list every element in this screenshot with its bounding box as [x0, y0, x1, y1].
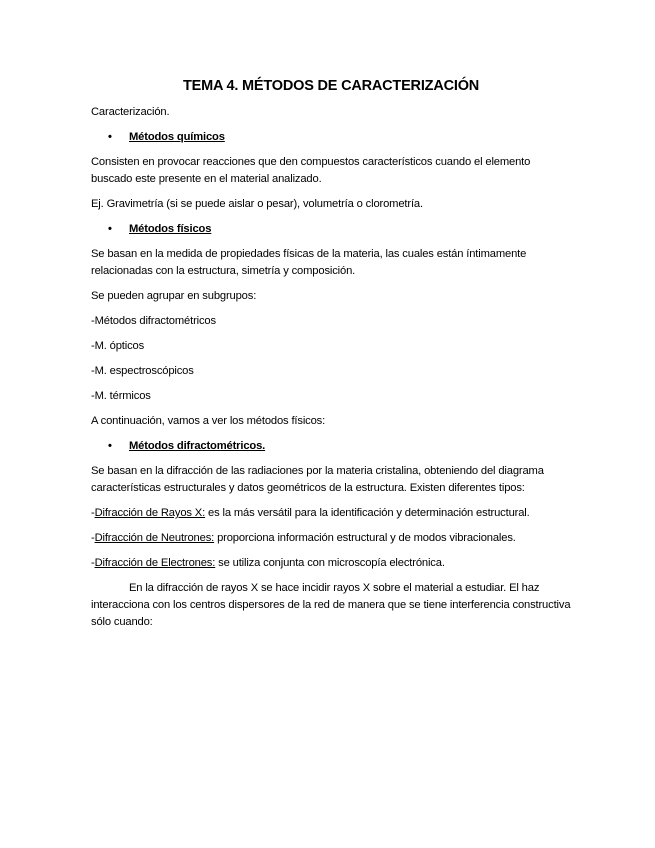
bullet-dot-icon: •: [108, 440, 112, 452]
paragraph-subgrupos: Se pueden agrupar en subgrupos:: [91, 290, 257, 302]
type-dash: -: [91, 532, 95, 544]
type-item-rayos-x: [91, 505, 571, 522]
type-text: proporciona información estructural y de modos vibracionales.: [214, 532, 516, 544]
subgroup-item: -M. ópticos: [91, 340, 145, 352]
bullet-label: Métodos físicos: [129, 223, 212, 235]
bullet-label: Métodos difractométricos.: [129, 440, 266, 452]
subgroup-item: -M. térmicos: [91, 390, 151, 402]
type-label: Difracción de Rayos X:: [94, 507, 206, 519]
bullet-label: Métodos químicos: [129, 131, 225, 143]
paragraph-difractometricos: Se basan en la difracción de las radiaciones por la materia cristalina, obteniendo del diagrama características estructurales y datos geométricos de la estructura. Existen diferentes tipos:: [91, 465, 544, 494]
document-page: [91, 76, 571, 639]
document-title: TEMA 4. MÉTODOS DE CARACTERIZACIÓN: [182, 78, 480, 94]
type-item-neutrones: [91, 530, 571, 547]
type-label: Difracción de Electrones:: [94, 557, 216, 569]
paragraph-rayos-x: En la difracción de rayos X se hace incidir rayos X sobre el material a estudiar. El haz interacciona con los centros dispersores de la red de manera que se tiene interferencia constructiva sólo cuando:: [91, 582, 571, 628]
paragraph-quimicos: Consisten en provocar reacciones que den compuestos característicos cuando el elemento buscado este presente en el material analizado.: [91, 156, 531, 185]
type-dash: -: [91, 507, 95, 519]
subgroup-item: -Métodos difractométricos: [91, 315, 216, 327]
bullet-metodos-fisicos: [91, 221, 571, 238]
type-dash: -: [91, 557, 95, 569]
type-label: Difracción de Neutrones:: [94, 532, 215, 544]
intro-text: Caracterización.: [91, 106, 170, 118]
paragraph-continuacion: A continuación, vamos a ver los métodos físicos:: [91, 415, 326, 427]
bullet-dot-icon: •: [108, 223, 112, 235]
subgroup-item: -M. espectroscópicos: [91, 365, 194, 377]
type-text: es la más versátil para la identificación y determinación estructural.: [205, 507, 530, 519]
bullet-dot-icon: •: [108, 131, 112, 143]
bullet-metodos-quimicos: [91, 129, 571, 146]
paragraph-ejemplo: Ej. Gravimetría (si se puede aislar o pesar), volumetría o clorometría.: [91, 198, 423, 210]
type-text: se utiliza conjunta con microscopía electrónica.: [215, 557, 445, 569]
paragraph-fisicos: Se basan en la medida de propiedades físicas de la materia, las cuales están íntimamente relacionadas con la estructura, simetría y composición.: [91, 248, 527, 277]
bullet-metodos-difractometricos: [91, 438, 571, 455]
type-item-electrones: [91, 555, 571, 572]
